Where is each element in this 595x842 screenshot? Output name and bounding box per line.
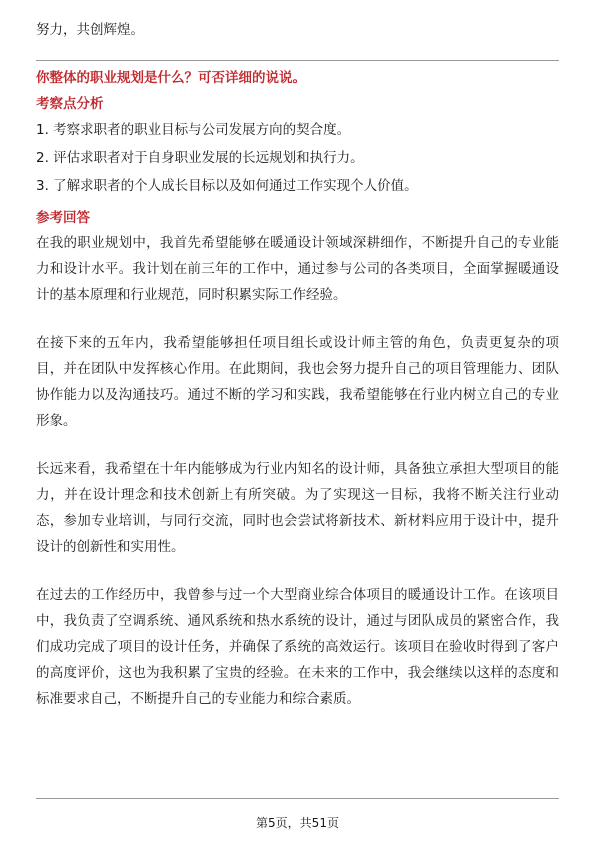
analysis-heading: 考察点分析 bbox=[36, 96, 104, 112]
reference-heading: 参考回答 bbox=[36, 210, 90, 226]
previous-answer-tail: 努力，共创辉煌。 bbox=[36, 22, 144, 38]
answer-paragraph: 在过去的工作经历中，我曾参与过一个大型商业综合体项目的暖通设计工作。在该项目中，我负责了空调系统、通风系统和热水系统的设计，通过与团队成员的紧密合作，我们成功完成了项目的设计任务，并确保了系统的高效运行。该项目在验收时得到了客户的高度评价，这也为我积累了宝贵的经验。在未来的工作中，我会继续以这样的态度和标准要求自己，不断提升自己的专业能力和综合素质。 bbox=[36, 587, 559, 707]
top-divider bbox=[36, 60, 559, 61]
analysis-point: 2. 评估求职者对于自身职业发展的长远规划和执行力。 bbox=[36, 150, 364, 166]
answer-paragraph: 在我的职业规划中，我首先希望能够在暖通设计领域深耕细作，不断提升自己的专业能力和设计水平。我计划在前三年的工作中，通过参与公司的各类项目，全面掌握暖通设计的基本原理和行业规范，同时积累实际工作经验。 bbox=[36, 235, 559, 303]
answer-paragraph: 长远来看，我希望在十年内能够成为行业内知名的设计师，具备独立承担大型项目的能力，并在设计理念和技术创新上有所突破。为了实现这一目标，我将不断关注行业动态，参加专业培训，与同行交流，同时也会尝试将新技术、新材料应用于设计中，提升设计的创新性和实用性。 bbox=[36, 461, 559, 555]
question-block bbox=[36, 66, 559, 712]
answer-paragraph: 在接下来的五年内，我希望能够担任项目组长或设计师主管的角色，负责更复杂的项目，并在团队中发挥核心作用。在此期间，我也会努力提升自己的项目管理能力、团队协作能力以及沟通技巧。通过不断的学习和实践，我希望能够在行业内树立自己的专业形象。 bbox=[36, 335, 559, 429]
bottom-divider bbox=[36, 798, 559, 799]
analysis-point: 3. 了解求职者的个人成长目标以及如何通过工作实现个人价值。 bbox=[36, 178, 418, 194]
analysis-point: 1. 考察求职者的职业目标与公司发展方向的契合度。 bbox=[36, 122, 351, 138]
page-number: 第5页，共51页 bbox=[256, 816, 339, 830]
question-title: 你整体的职业规划是什么？可否详细的说说。 bbox=[36, 70, 306, 86]
